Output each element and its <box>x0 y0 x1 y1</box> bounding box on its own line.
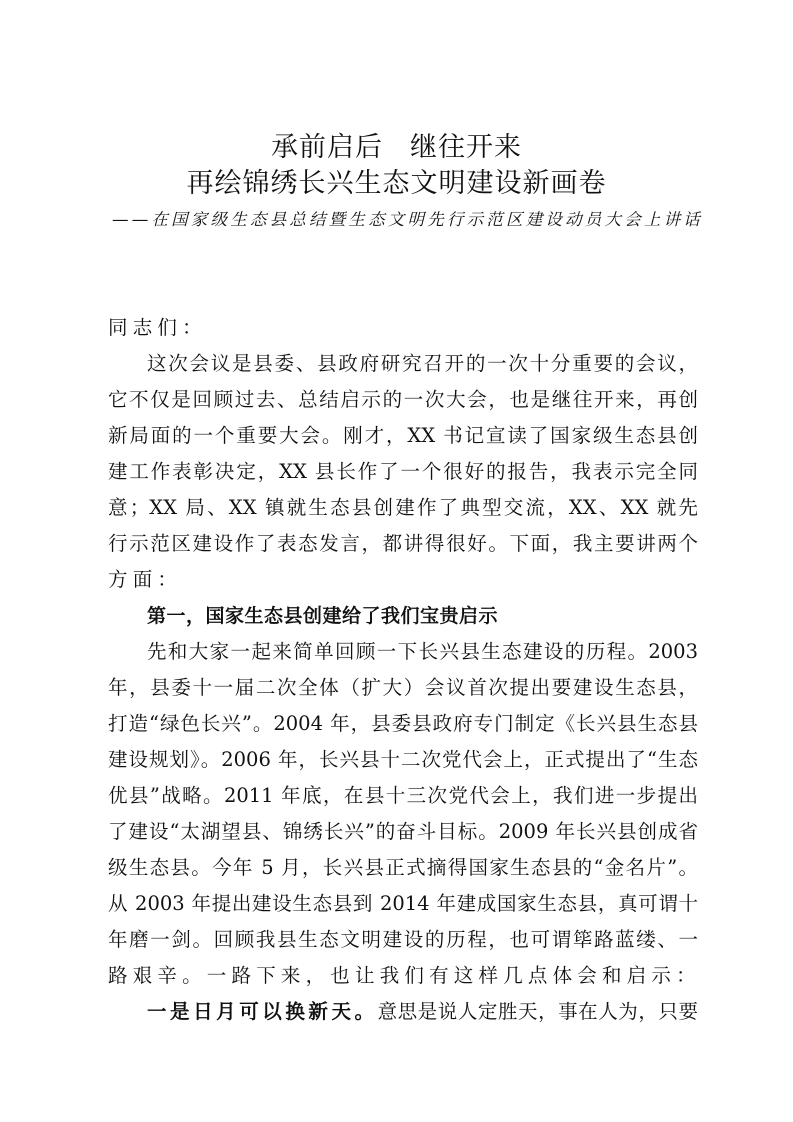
paragraph-line: 意；XX 局、XX 镇就生态县创建作了典型交流，XX、XX 就先 <box>108 496 698 519</box>
paragraph-line: 建工作表彰决定，XX 县长作了一个很好的报告，我表示完全同 <box>108 460 698 483</box>
document-body <box>108 310 701 1030</box>
paragraph-line: 路艰辛。一路下来，也让我们有这样几点体会和启示： <box>108 964 701 987</box>
title-line-1 <box>0 130 793 166</box>
paragraph-line: 打造“绿色长兴”。2004 年，县委县政府专门制定《长兴县生态县 <box>108 712 698 735</box>
paragraph-line: 新局面的一个重要大会。刚才，XX 书记宣读了国家级生态县创 <box>108 424 698 447</box>
paragraph-line: 行示范区建设作了表态发言，都讲得很好。下面，我主要讲两个 <box>108 532 698 555</box>
paragraph-line: 方面： <box>108 568 183 591</box>
subtitle: ——在国家级生态县总结暨生态文明先行示范区建设动员大会上讲话 <box>112 210 703 229</box>
paragraph-line: 它不仅是回顾过去、总结启示的一次大会，也是继往开来，再创 <box>108 388 698 411</box>
point-heading: 一是日月可以换新天。 <box>147 1000 378 1023</box>
point-line <box>108 994 698 1030</box>
paragraph-line: 优县”战略。2011 年底，在县十三次党代会上，我们进一步提出 <box>108 784 698 807</box>
paragraph-line: 先和大家一起来简单回顾一下长兴县生态建设的历程。2003 <box>147 640 698 663</box>
paragraph-line: 年磨一剑。回顾我县生态文明建设的历程，也可谓筚路蓝缕、一 <box>108 928 698 951</box>
title-phrase-1: 承前启后 <box>271 132 383 163</box>
paragraph-line: 建设规划》。2006 年，长兴县十二次党代会上，正式提出了“生态 <box>108 748 698 771</box>
paragraph-line: 年，县委十一届二次全体（扩大）会议首次提出要建设生态县， <box>108 676 698 699</box>
title-phrase-2: 继往开来 <box>410 132 522 163</box>
paragraph-line: 从 2003 年提出建设生态县到 2014 年建成国家生态县，真可谓十 <box>108 892 698 915</box>
section-heading: 第一，国家生态县创建给了我们宝贵启示 <box>147 605 499 627</box>
paragraph-line: 级生态县。今年 5 月，长兴县正式摘得国家生态县的“金名片”。 <box>108 856 698 879</box>
paragraph-line: 了建设“太湖望县、锦绣长兴”的奋斗目标。2009 年长兴县创成省 <box>108 820 698 843</box>
title-line-2: 再绘锦绣长兴生态文明建设新画卷 <box>186 168 607 199</box>
point-text: 意思是说人定胜天，事在人为，只要 <box>377 1000 698 1023</box>
paragraph-line: 这次会议是县委、县政府研究召开的一次十分重要的会议， <box>147 352 698 375</box>
salutation: 同志们： <box>108 316 207 339</box>
